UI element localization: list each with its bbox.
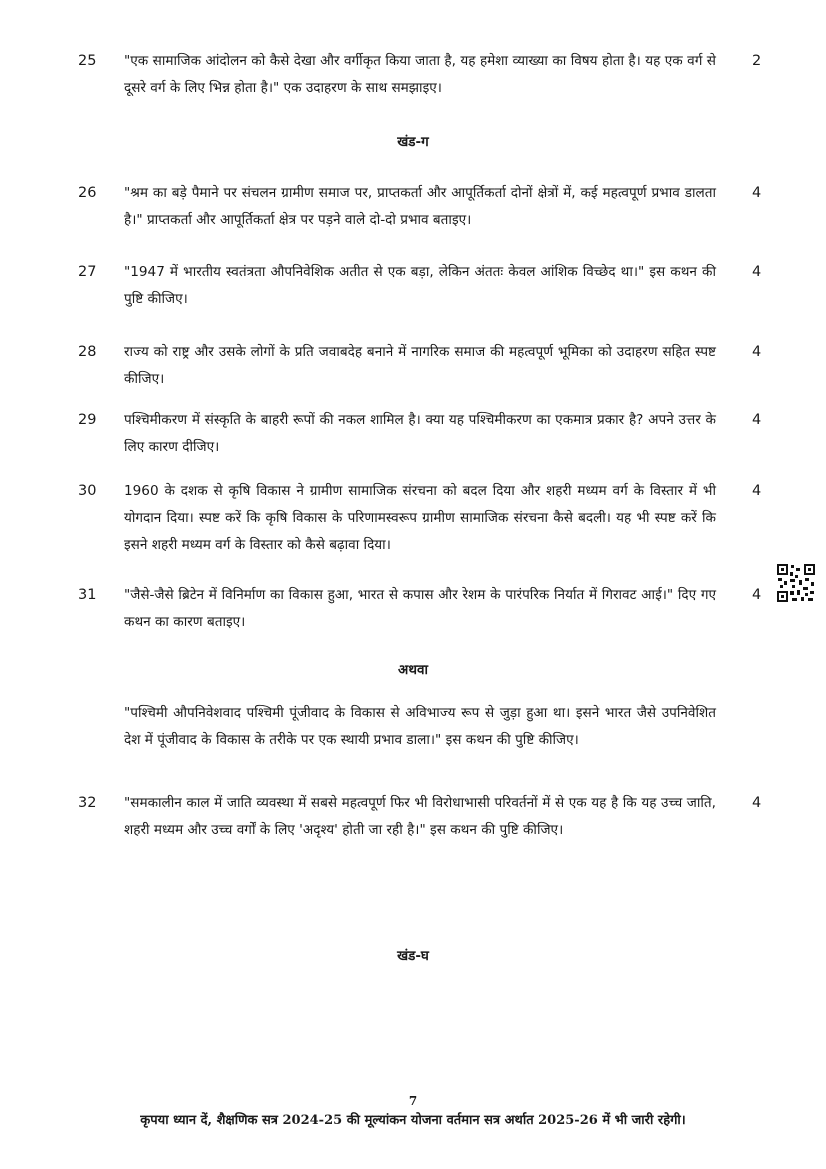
- question-text: "श्रम का बड़े पैमाने पर संचलन ग्रामीण समाज पर, प्राप्तकर्ता और आपूर्तिकर्ता दोनों क्षेत्रों में, कई महत्वपूर्ण प्रभाव डालता है।" प्राप्तकर्ता और आपूर्तिकर्ता क्षेत्र पर पड़ने वाले दो-दो प्रभाव बताइए।: [124, 185, 716, 228]
- question-number: 28: [78, 344, 97, 360]
- question-number: 32: [78, 795, 97, 811]
- question-marks: 4: [752, 795, 762, 811]
- question-marks: 4: [752, 185, 762, 201]
- question-marks: 4: [752, 587, 762, 603]
- question-number: 25: [78, 53, 97, 69]
- section-d-heading: खंड-घ: [397, 948, 429, 964]
- question-text: "एक सामाजिक आंदोलन को कैसे देखा और वर्गीकृत किया जाता है, यह हमेशा व्याख्या का विषय होता है। यह एक वर्ग से दूसरे वर्ग के लिए भिन्न होता है।" एक उदाहरण के साथ समझाइए।: [124, 53, 716, 96]
- question-number: 29: [78, 412, 97, 428]
- question-text: "जैसे-जैसे ब्रिटेन में विनिर्माण का विकास हुआ, भारत से कपास और रेशम के पारंपरिक निर्यात में गिरावट आई।" दिए गए कथन का कारण बताइए।: [124, 587, 716, 630]
- question-number: 30: [78, 483, 97, 499]
- question-marks: 4: [752, 264, 762, 280]
- question-text: राज्य को राष्ट्र और उसके लोगों के प्रति जवाबदेह बनाने में नागरिक समाज की महत्वपूर्ण भूमिका को उदाहरण सहित स्पष्ट कीजिए।: [124, 344, 716, 387]
- qr-code-icon: [776, 563, 816, 603]
- section-c-heading: खंड-ग: [397, 134, 429, 150]
- question-text: "समकालीन काल में जाति व्यवस्था में सबसे महत्वपूर्ण फिर भी विरोधाभासी परिवर्तनों में से एक यह है कि यह उच्च जाति, शहरी मध्यम और उच्च वर्गों के लिए 'अदृश्य' होती जा रही है।" इस कथन की पुष्टि कीजिए।: [124, 795, 716, 838]
- question-number: 31: [78, 587, 97, 603]
- question-text: पश्चिमीकरण में संस्कृति के बाहरी रूपों की नकल शामिल है। क्या यह पश्चिमीकरण का एकमात्र प्रकार है? अपने उत्तर के लिए कारण दीजिए।: [124, 412, 716, 455]
- question-text: 1960 के दशक से कृषि विकास ने ग्रामीण सामाजिक संरचना को बदल दिया और शहरी मध्यम वर्ग के विस्तार में भी योगदान दिया। स्पष्ट करें कि कृषि विकास के परिणामस्वरूप ग्रामीण सामाजिक संरचना कैसे बदली। यह भी स्पष्ट करें कि इसने शहरी मध्यम वर्ग के विस्तार को कैसे बढ़ावा दिया।: [124, 483, 716, 553]
- question-marks: 4: [752, 344, 762, 360]
- page-number: 7: [408, 1094, 418, 1108]
- or-heading: अथवा: [398, 662, 428, 678]
- question-number: 27: [78, 264, 97, 280]
- question-number: 26: [78, 185, 97, 201]
- question-marks: 4: [752, 483, 762, 499]
- footer-note: कृपया ध्यान दें, शैक्षणिक सत्र 2024-25 की मूल्यांकन योजना वर्तमान सत्र अर्थात 2025-26 में भी जारी रहेगी।: [140, 1113, 686, 1128]
- question-text: "पश्चिमी औपनिवेशवाद पश्चिमी पूंजीवाद के विकास से अविभाज्य रूप से जुड़ा हुआ था। इसने भारत जैसे उपनिवेशित देश में पूंजीवाद के विकास के तरीके पर एक स्थायी प्रभाव डाला।" इस कथन की पुष्टि कीजिए।: [124, 705, 716, 748]
- question-text: "1947 में भारतीय स्वतंत्रता औपनिवेशिक अतीत से एक बड़ा, लेकिन अंततः केवल आंशिक विच्छेद था।" इस कथन की पुष्टि कीजिए।: [124, 264, 716, 307]
- question-marks: 4: [752, 412, 762, 428]
- question-marks: 2: [752, 53, 762, 69]
